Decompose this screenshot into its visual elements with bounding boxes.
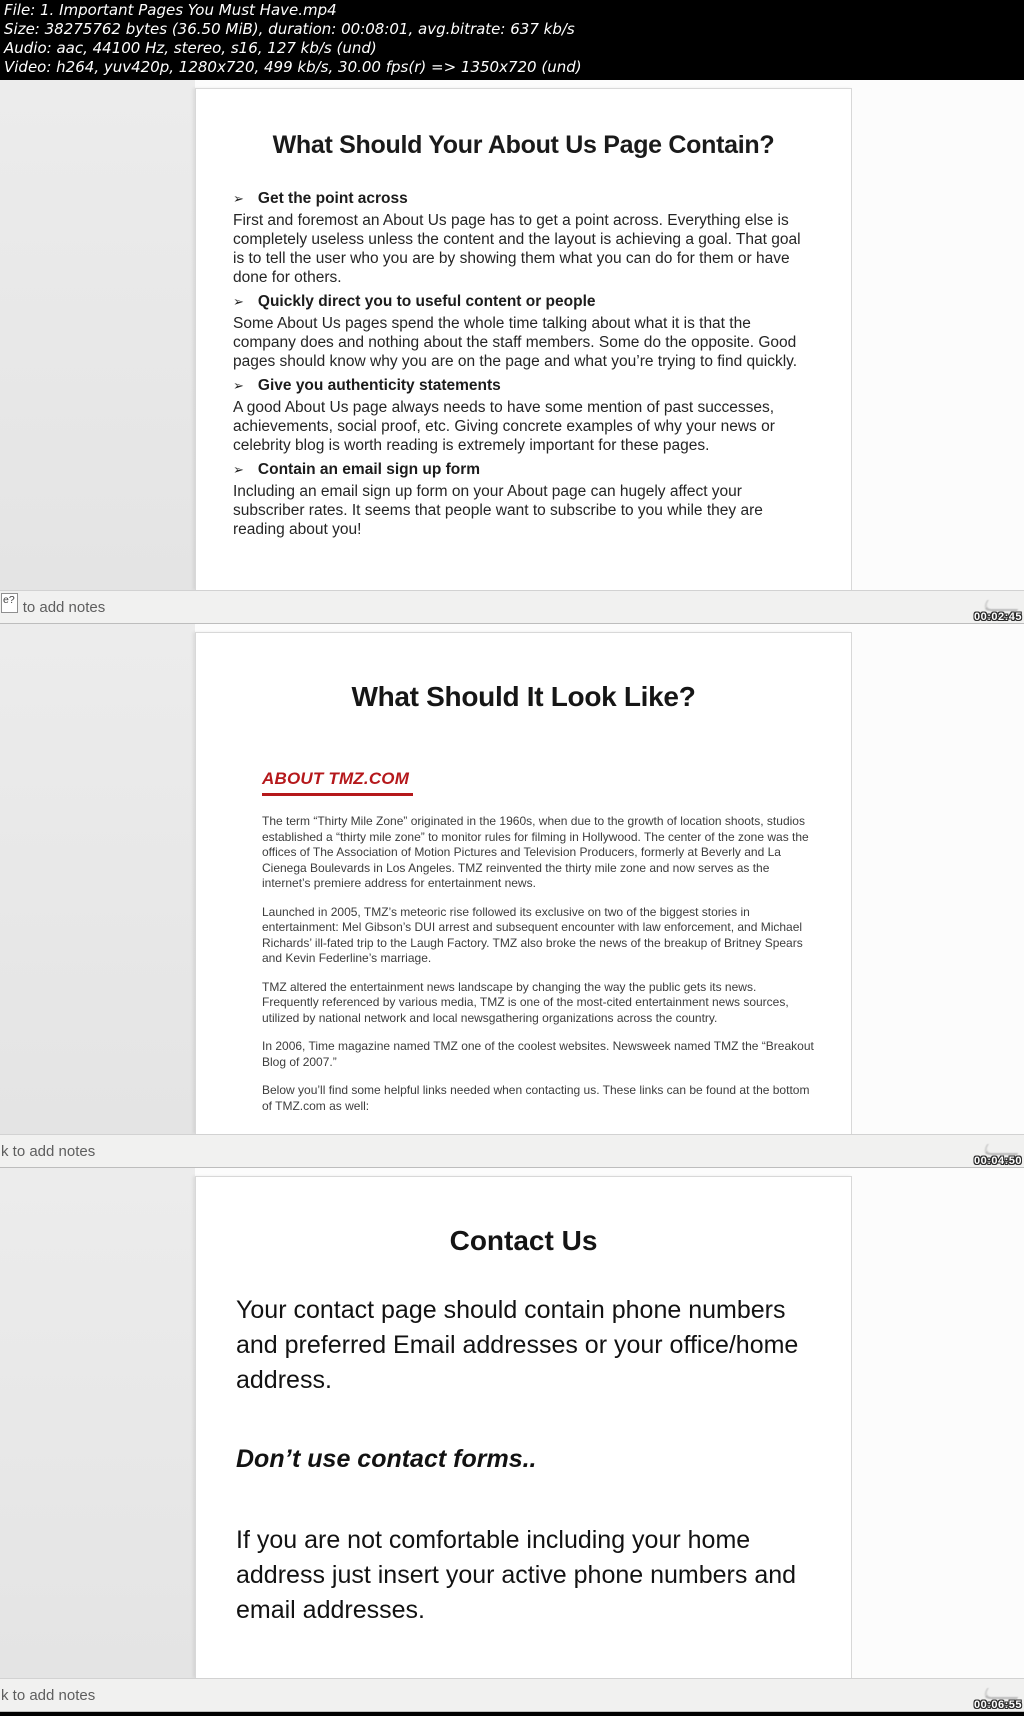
- bullet-paragraph: Including an email sign up form on your About page can hugely affect your subscriber rates. It seems that people want to subscribe to you while they are reading about you!: [233, 483, 763, 538]
- notes-placeholder-text: k to add notes: [1, 1687, 96, 1704]
- frame-timestamp: 00:04:50: [973, 1155, 1022, 1167]
- frame-timestamp: 00:02:45: [973, 611, 1022, 623]
- watermark-icon: [981, 600, 1023, 611]
- slide-paragraph-emphasis: Don’t use contact forms..: [236, 1445, 537, 1473]
- slide-about-us-contain: [195, 88, 852, 590]
- arrow-bullet-icon: ➢: [233, 294, 244, 309]
- slide-paragraph: TMZ altered the entertainment news landscape by changing the way the public gets its news. Frequently referenced by various media, TMZ is one of the most-cited entertainment news sources, utilized by national network and local newsgathering organizations across the country.: [262, 979, 789, 1025]
- bullet-paragraph: First and foremost an About Us page has to get a point across. Everything else is completely useless unless the content and the layout is achieving a goal. That goal is to tell the user who you are by showing them what you can do for them or have done for others.: [233, 212, 801, 286]
- slide-body: [236, 1293, 821, 1628]
- notes-placeholder-text: to add notes: [22, 599, 106, 616]
- slide-title: What Should Your About Us Page Contain?: [272, 131, 775, 159]
- slide-body: [262, 814, 815, 1114]
- video-frame-3: [0, 1168, 1024, 1712]
- bullet-heading: [233, 377, 813, 395]
- arrow-bullet-icon: ➢: [233, 378, 244, 393]
- bullet-heading-label: Give you authenticity statements: [257, 377, 501, 394]
- arrow-bullet-icon: ➢: [233, 462, 244, 477]
- slide-paragraph: If you are not comfortable including your home address just insert your active phone numbers and email addresses.: [236, 1526, 797, 1624]
- bullet-heading: [233, 190, 813, 208]
- bullet-heading-label: Contain an email sign up form: [257, 461, 481, 478]
- frame-1-stage: [0, 80, 1024, 590]
- watermark-icon: [981, 1144, 1023, 1155]
- timestamp-overlay: [974, 1144, 1022, 1167]
- bullet-paragraph: Some About Us pages spend the whole time talking about what it is that the company does and nothing about the staff members. Some do the opposite. Good pages should know why you are on the page and what you’re trying to find quickly.: [233, 315, 798, 370]
- slide-what-it-looks-like: [195, 632, 852, 1134]
- file-name-line: File: 1. Important Pages You Must Have.mp4: [4, 1, 337, 19]
- bullet-heading-label: Quickly direct you to useful content or people: [257, 293, 596, 310]
- watermark-icon: [981, 1688, 1023, 1699]
- slide-paragraph: The term “Thirty Mile Zone” originated in the 1960s, when due to the growth of location shoots, studios established a “thirty mile zone” to monitor rules for filming in Hollywood. The center of the zone was the offices of The Association of Motion Pictures and Television Producers, formerly at Beverly and La Cienega Boulevards in Los Angeles. TMZ reinvented the thirty mile zone and now serves as the internet’s premiere address for entertainment news.: [262, 814, 809, 890]
- audio-info-line: Audio: aac, 44100 Hz, stereo, s16, 127 kb/s (und): [4, 39, 377, 57]
- slide-paragraph: Below you’ll find some helpful links needed when contacting us. These links can be found at the bottom of TMZ.com as well:: [262, 1083, 810, 1113]
- slide-title: Contact Us: [449, 1225, 598, 1256]
- bottom-black-strip: [0, 1712, 1024, 1716]
- notes-bar: [0, 590, 1024, 624]
- slide-title: What Should It Look Like?: [351, 681, 696, 712]
- notes-tooltip-fragment: e?: [1, 593, 18, 613]
- bullet-heading: [233, 293, 813, 311]
- bullet-heading-label: Get the point across: [257, 190, 408, 207]
- file-info-header: [0, 0, 1024, 80]
- file-size-line: Size: 38275762 bytes (36.50 MiB), duration: 00:08:01, avg.bitrate: 637 kb/s: [4, 20, 575, 38]
- timestamp-overlay: [974, 600, 1022, 623]
- slide-contact-us: [195, 1176, 852, 1678]
- notes-placeholder-text: k to add notes: [1, 1143, 96, 1160]
- arrow-bullet-icon: ➢: [233, 191, 244, 206]
- notes-bar: [0, 1678, 1024, 1712]
- slide-body: [233, 190, 813, 539]
- frame-3-stage: [0, 1168, 1024, 1678]
- video-info-line: Video: h264, yuv420p, 1280x720, 499 kb/s, 30.00 fps(r) => 1350x720 (und): [4, 58, 582, 76]
- slide-paragraph: Launched in 2005, TMZ’s meteoric rise followed its exclusive on two of the biggest stories in entertainment: Mel Gibson’s DUI arrest and subsequent encounter with law enforcement, and Michael Richards’ ill-fated trip to the Laugh Factory. TMZ also broke the news of the breakup of Britney Spears and Kevin Federline’s marriage.: [262, 904, 803, 965]
- slide-paragraph: In 2006, Time magazine named TMZ one of the coolest websites. Newsweek named TMZ the “Breakout Blog of 2007.”: [262, 1039, 814, 1069]
- video-frame-2: [0, 624, 1024, 1168]
- bullet-heading: [233, 461, 813, 479]
- timestamp-overlay: [974, 1688, 1022, 1711]
- bullet-paragraph: A good About Us page always needs to have some mention of past successes, achievements, social proof, etc. Giving concrete examples of why your news or celebrity blog is worth reading is extremely important for these pages.: [233, 399, 775, 454]
- about-tmz-heading: ABOUT TMZ.COM: [262, 769, 413, 796]
- slide-paragraph: Your contact page should contain phone numbers and preferred Email addresses or your office/home address.: [236, 1296, 799, 1394]
- video-frame-1: [0, 80, 1024, 624]
- frame-timestamp: 00:06:55: [973, 1699, 1022, 1711]
- notes-bar: [0, 1134, 1024, 1168]
- frame-2-stage: [0, 624, 1024, 1134]
